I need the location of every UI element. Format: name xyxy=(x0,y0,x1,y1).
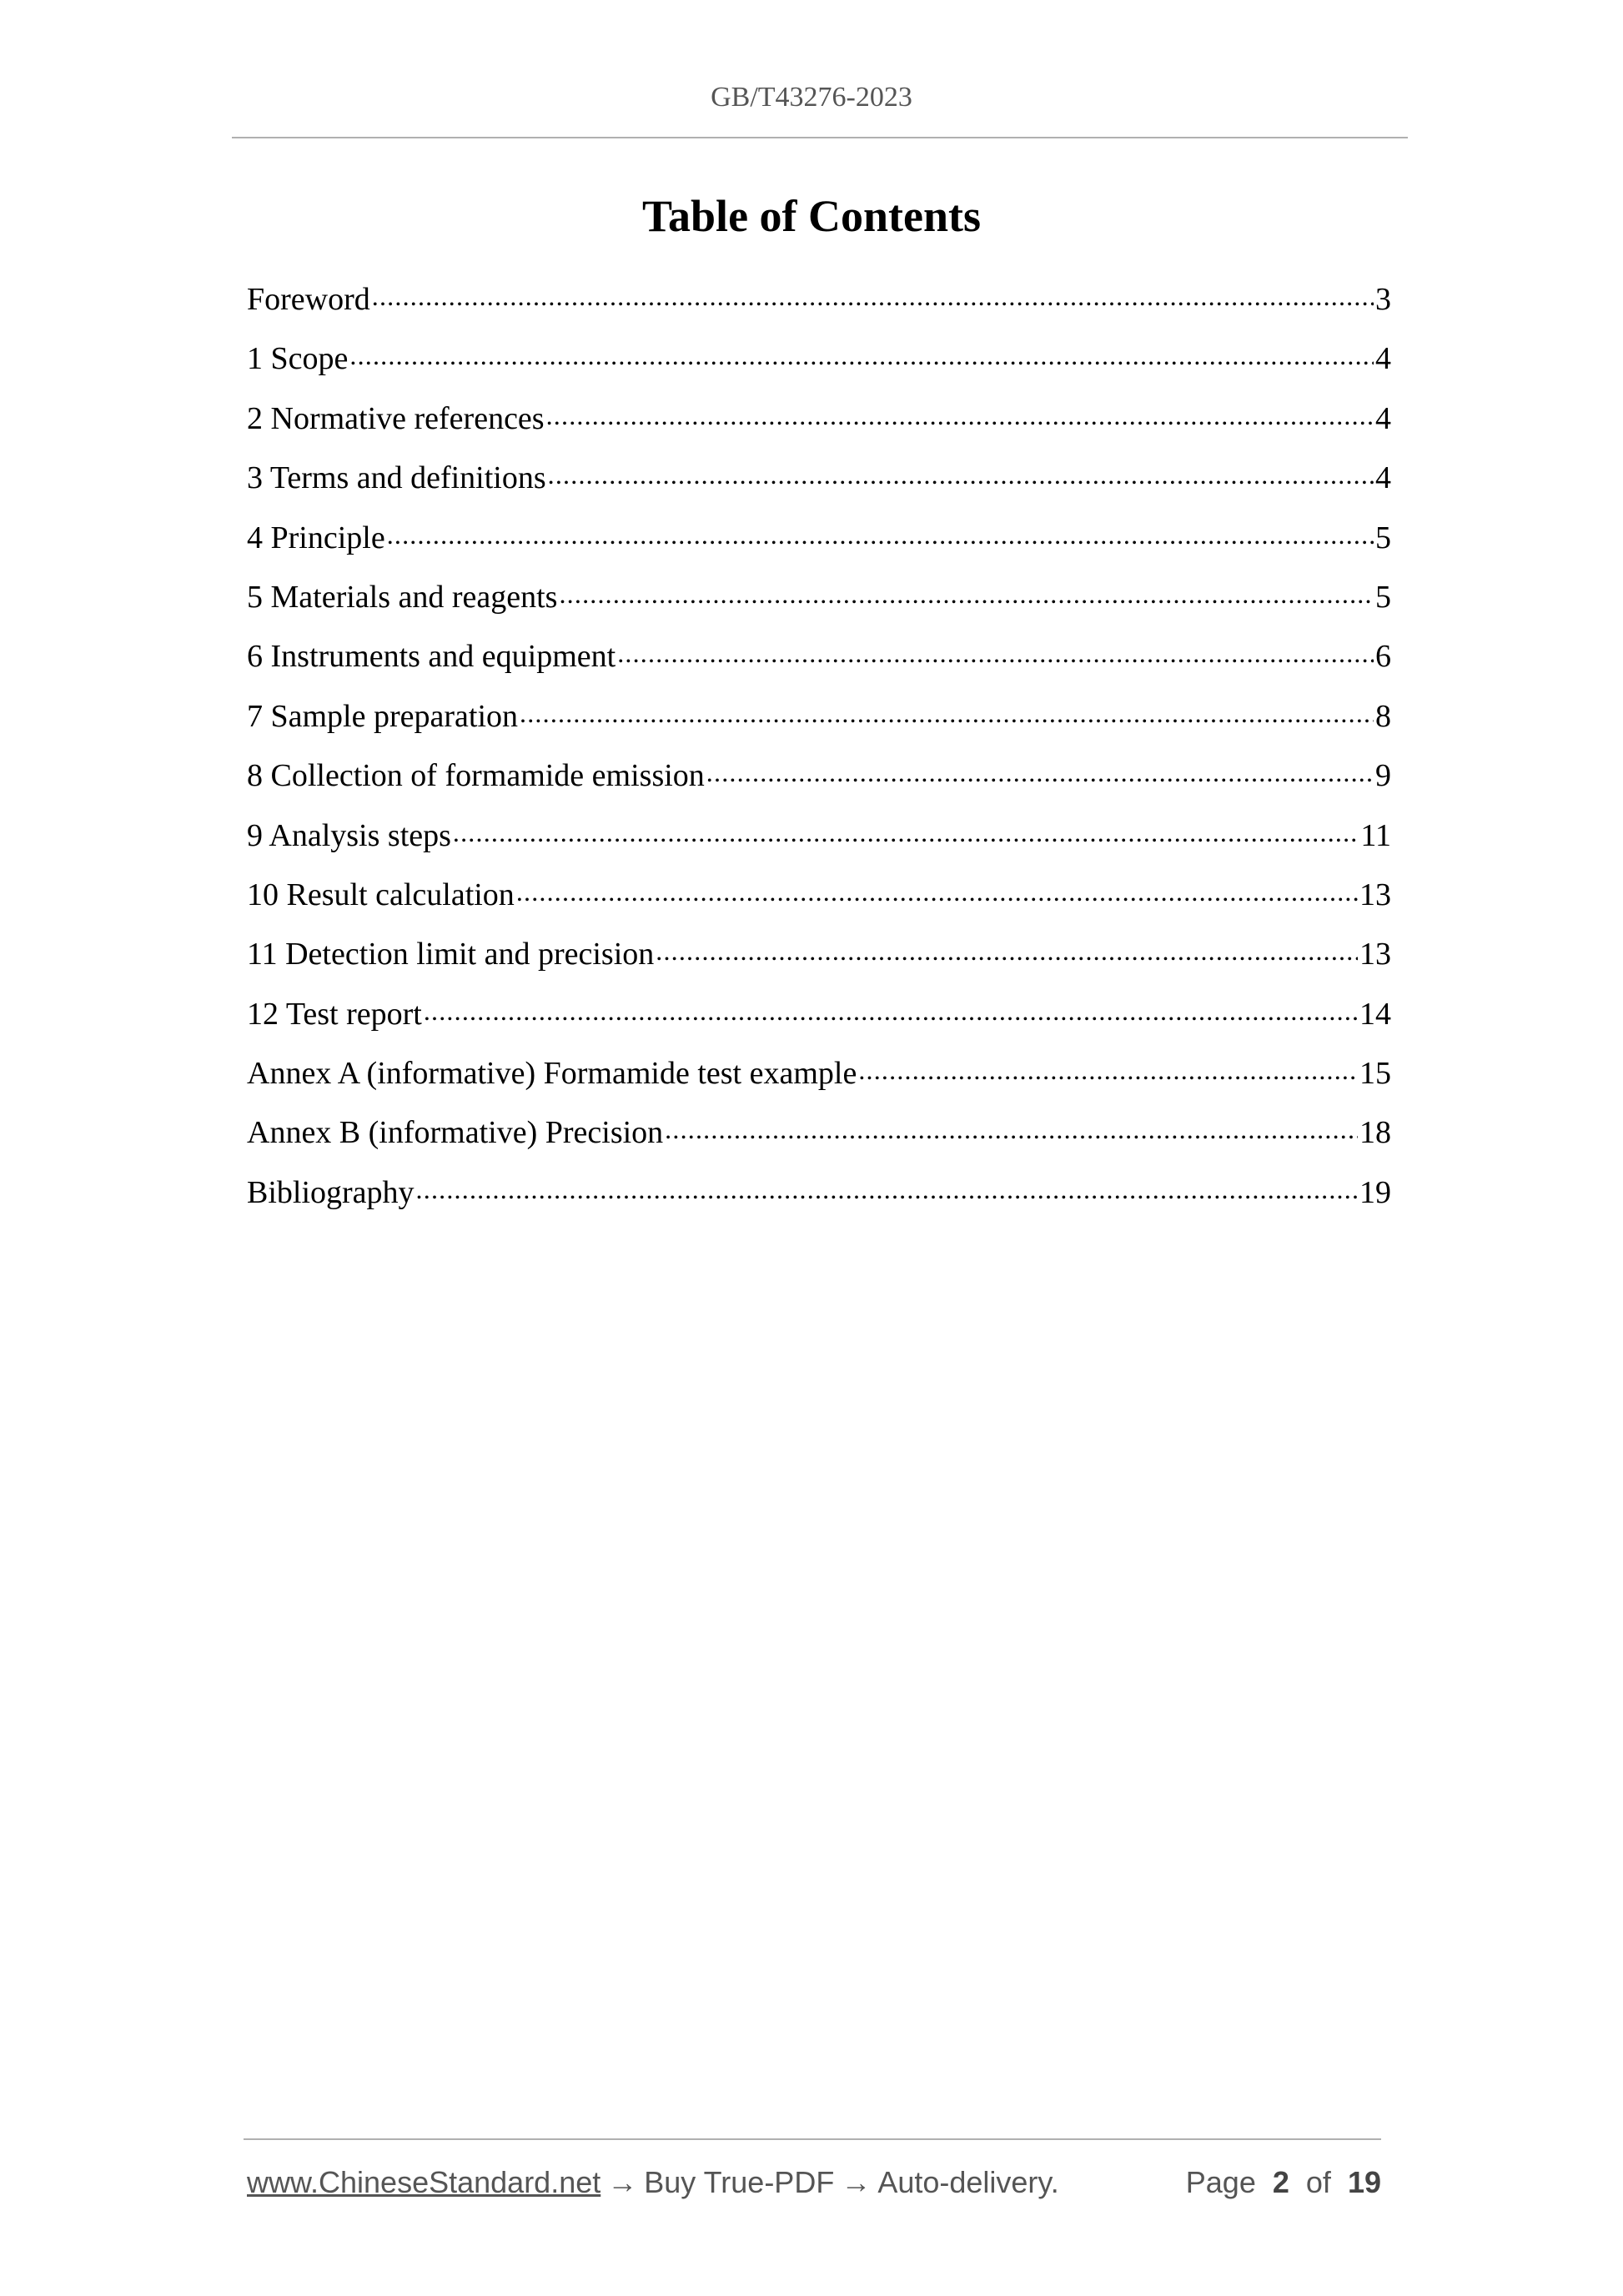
site-link[interactable]: www.ChineseStandard.net xyxy=(247,2165,601,2199)
toc-entry[interactable] xyxy=(247,454,1391,513)
toc-leader-dots xyxy=(548,455,1374,488)
footer-divider xyxy=(244,2138,1381,2140)
toc-entry-page: 3 xyxy=(1375,282,1391,317)
toc-entry[interactable] xyxy=(247,514,1391,573)
toc-entry-label: 10 Result calculation xyxy=(247,877,515,912)
footer xyxy=(247,2160,1381,2205)
toc-entry-label: 12 Test report xyxy=(247,996,422,1032)
toc-entry[interactable] xyxy=(247,334,1391,394)
header-divider xyxy=(232,137,1408,138)
toc-entry-page: 13 xyxy=(1359,937,1391,972)
document-code: GB/T43276-2023 xyxy=(711,82,912,113)
toc-entry-label: 1 Scope xyxy=(247,341,349,377)
toc-entry-page: 4 xyxy=(1375,341,1391,377)
page-word: Page xyxy=(1185,2165,1256,2199)
toc-entry-page: 19 xyxy=(1359,1174,1391,1210)
toc-entry-label: 9 Analysis steps xyxy=(247,817,451,853)
toc-list xyxy=(247,275,1391,1228)
toc-entry[interactable] xyxy=(247,1049,1391,1108)
toc-title: Table of Contents xyxy=(641,191,982,241)
page-current: 2 xyxy=(1272,2165,1289,2199)
toc-entry-page: 15 xyxy=(1359,1056,1391,1092)
toc-entry[interactable] xyxy=(247,1108,1391,1168)
toc-leader-dots xyxy=(424,991,1358,1024)
toc-entry-page: 9 xyxy=(1375,758,1391,794)
toc-entry[interactable] xyxy=(247,632,1391,691)
toc-entry[interactable] xyxy=(247,930,1391,989)
toc-entry-label: 7 Sample preparation xyxy=(247,698,519,734)
toc-entry-label: 4 Principle xyxy=(247,520,385,555)
toc-entry-label: 2 Normative references xyxy=(247,400,545,436)
toc-entry-label: 5 Materials and reagents xyxy=(247,579,558,615)
toc-leader-dots xyxy=(416,1169,1358,1203)
toc-entry-page: 4 xyxy=(1375,460,1391,496)
toc-entry-page: 5 xyxy=(1375,520,1391,555)
toc-leader-dots xyxy=(349,335,1374,369)
toc-entry-page: 8 xyxy=(1375,698,1391,734)
of-word: of xyxy=(1305,2165,1331,2199)
toc-leader-dots xyxy=(520,693,1374,726)
page-indicator xyxy=(1186,2165,1381,2200)
toc-leader-dots xyxy=(656,931,1358,964)
toc-entry-label: Annex A (informative) Formamide test example xyxy=(247,1056,857,1092)
toc-entry-page: 11 xyxy=(1360,817,1391,853)
toc-leader-dots xyxy=(706,752,1374,786)
toc-entry[interactable] xyxy=(247,394,1391,454)
toc-entry[interactable] xyxy=(247,990,1391,1049)
toc-entry-label: 6 Instruments and equipment xyxy=(247,639,616,675)
toc-leader-dots xyxy=(559,574,1374,607)
arrow-right-icon: → xyxy=(607,2165,638,2199)
toc-entry-label: Foreword xyxy=(247,282,370,317)
toc-entry-page: 14 xyxy=(1359,996,1391,1032)
buy-pdf-text: Buy True-PDF xyxy=(644,2165,835,2199)
toc-entry[interactable] xyxy=(247,751,1391,811)
toc-entry-page: 4 xyxy=(1375,400,1391,436)
page-total: 19 xyxy=(1347,2165,1381,2199)
toc-entry-label: 11 Detection limit and precision xyxy=(247,937,655,972)
toc-leader-dots xyxy=(516,872,1358,905)
toc-entry[interactable] xyxy=(247,871,1391,930)
toc-entry[interactable] xyxy=(247,573,1391,632)
toc-entry-label: Annex B (informative) Precision xyxy=(247,1115,664,1151)
toc-leader-dots xyxy=(546,395,1374,429)
toc-leader-dots xyxy=(858,1050,1358,1083)
toc-leader-dots xyxy=(617,633,1374,666)
toc-entry-page: 5 xyxy=(1375,579,1391,615)
toc-leader-dots xyxy=(453,812,1359,846)
toc-leader-dots xyxy=(372,276,1374,309)
arrow-right-icon: → xyxy=(841,2165,872,2199)
toc-entry[interactable] xyxy=(247,811,1391,871)
toc-entry-label: 3 Terms and definitions xyxy=(247,460,546,496)
toc-entry-label: Bibliography xyxy=(247,1174,415,1210)
toc-entry[interactable] xyxy=(247,692,1391,751)
toc-entry[interactable] xyxy=(247,275,1391,334)
toc-entry-page: 18 xyxy=(1359,1115,1391,1151)
toc-entry-label: 8 Collection of formamide emission xyxy=(247,758,705,794)
toc-entry-page: 13 xyxy=(1359,877,1391,912)
toc-leader-dots xyxy=(387,515,1374,548)
toc-entry-page: 6 xyxy=(1375,639,1391,675)
auto-delivery-text: Auto-delivery. xyxy=(877,2165,1059,2199)
toc-entry[interactable] xyxy=(247,1168,1391,1228)
toc-leader-dots xyxy=(665,1109,1358,1143)
